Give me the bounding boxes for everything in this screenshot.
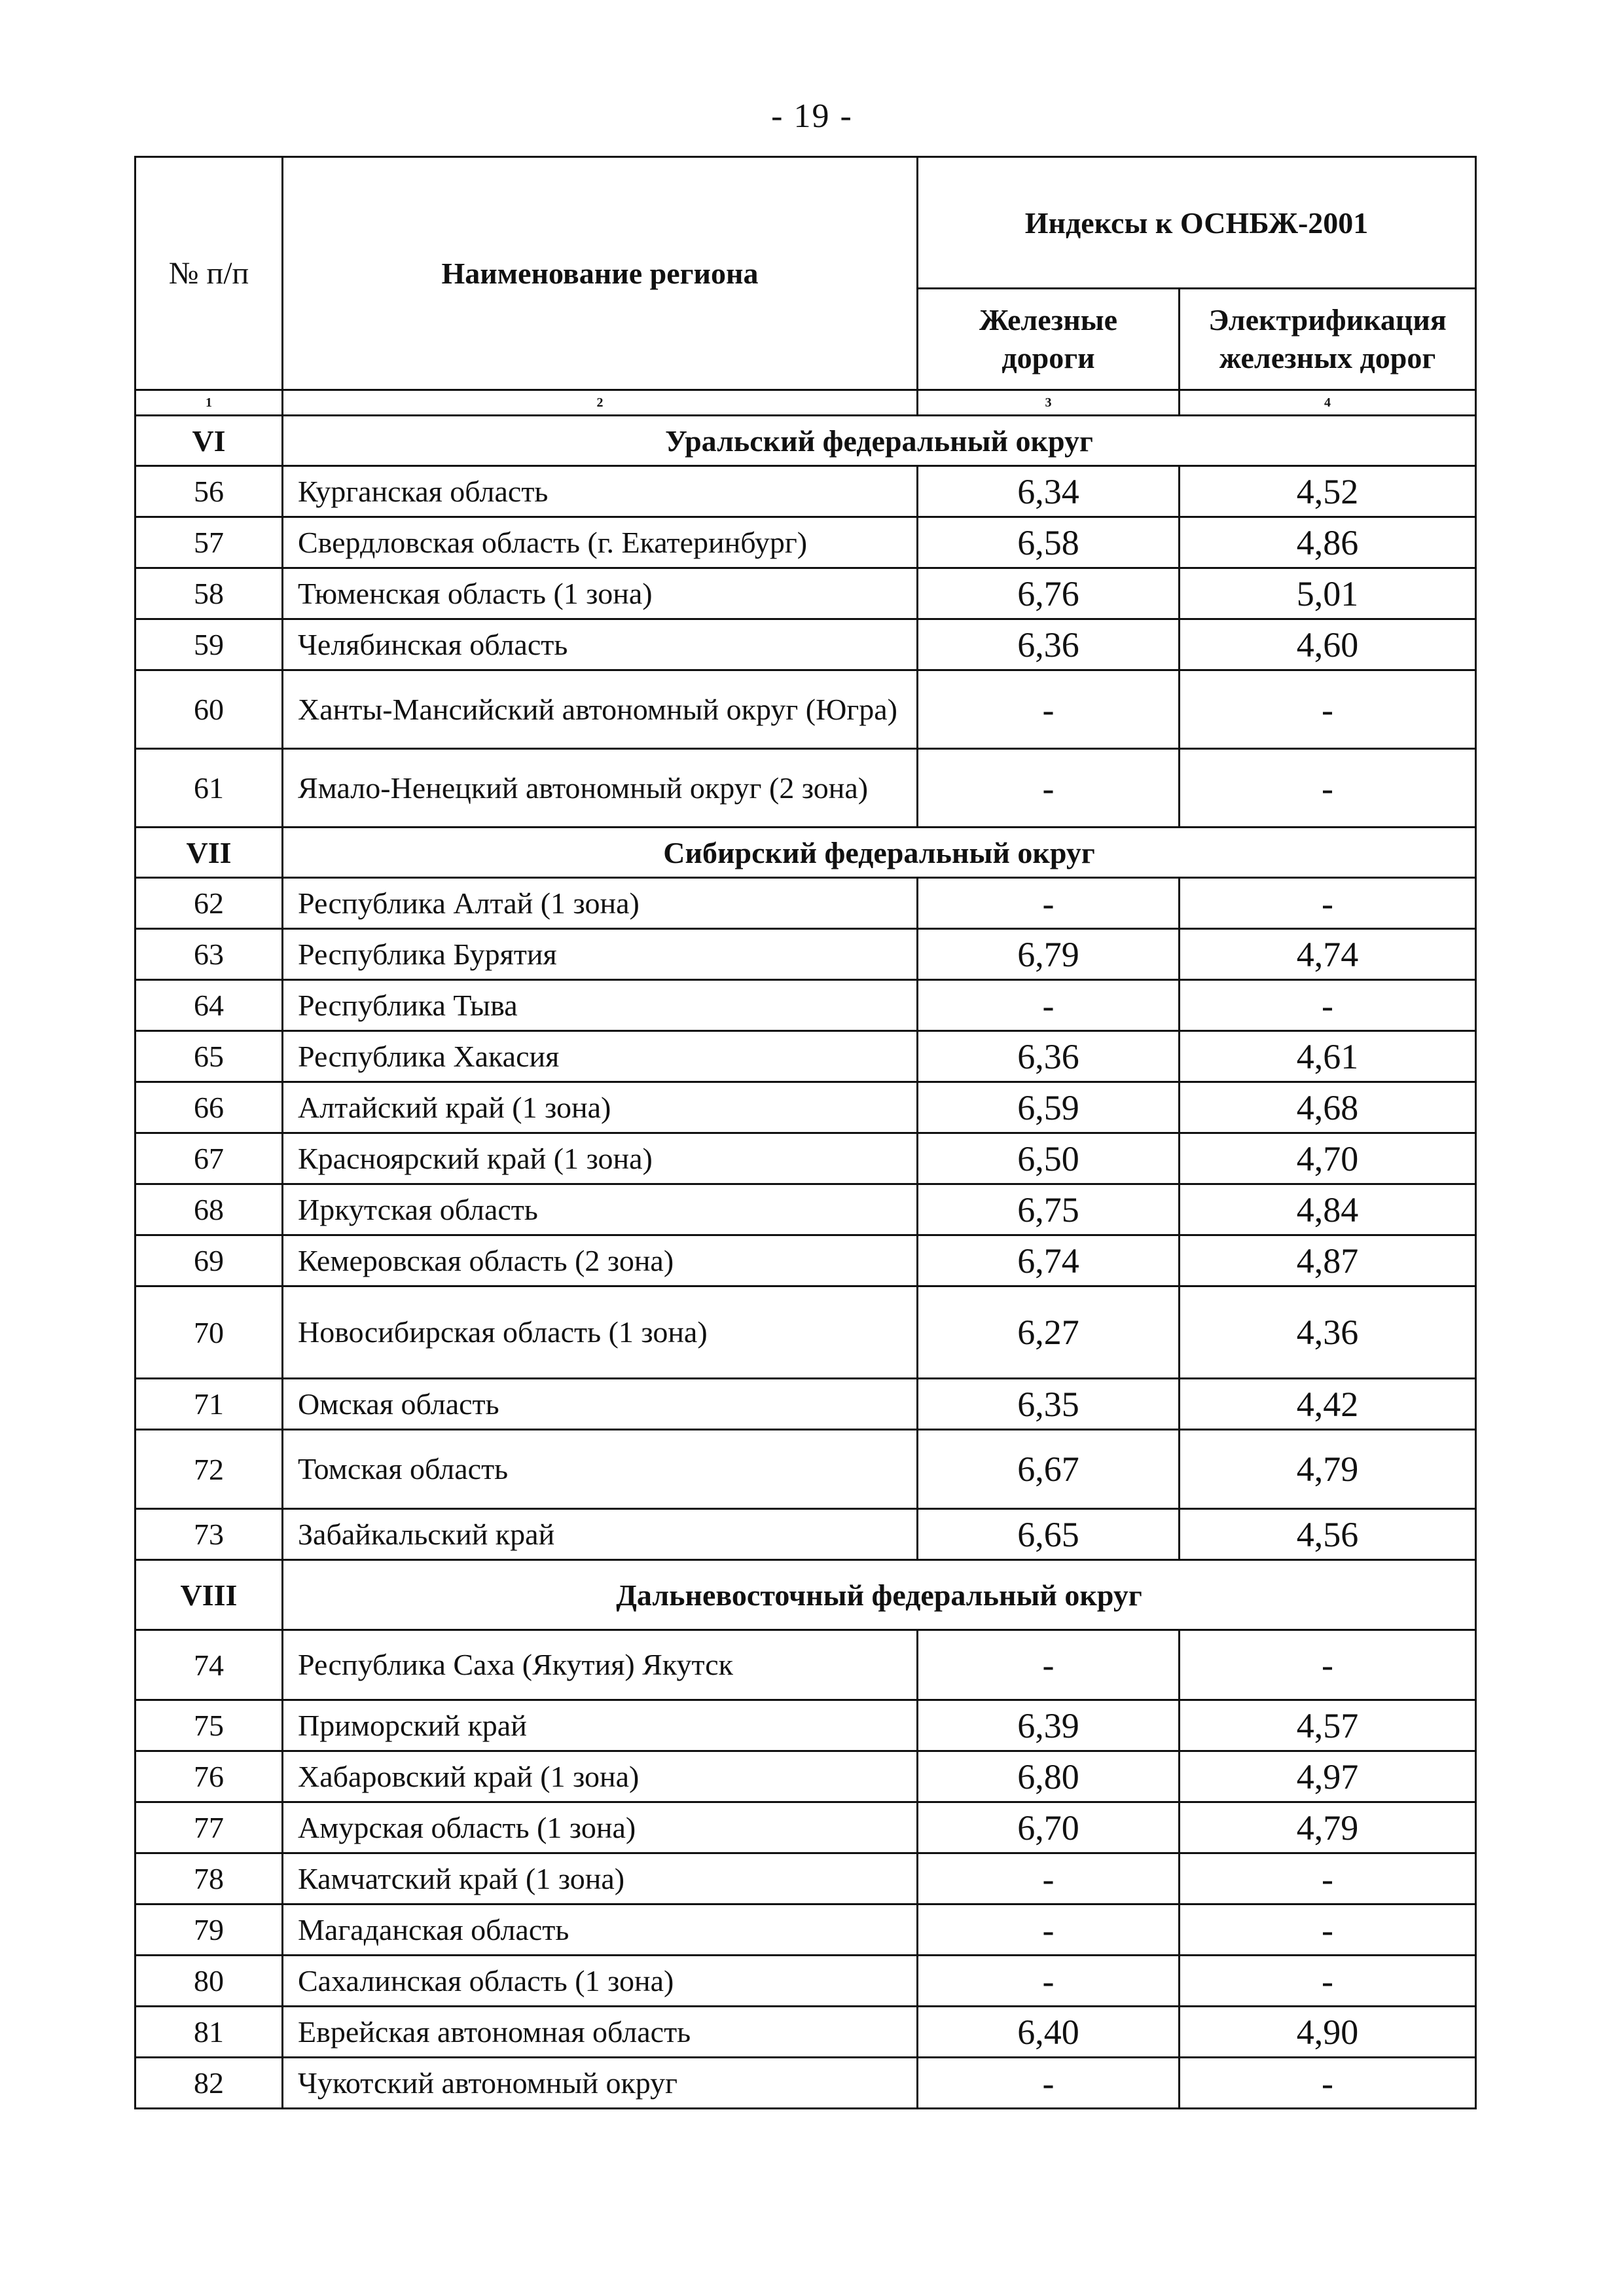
rail-index: 6,80 xyxy=(918,1751,1180,1802)
section-title: Уральский федеральный округ xyxy=(283,416,1476,466)
table-row xyxy=(135,1751,1476,1802)
electrification-index: - xyxy=(1180,1956,1476,2007)
table-row xyxy=(135,2007,1476,2058)
row-number: 75 xyxy=(135,1700,283,1751)
table-row xyxy=(135,1853,1476,1904)
row-number: 70 xyxy=(135,1286,283,1379)
row-number: 65 xyxy=(135,1031,283,1082)
electrification-index: 4,57 xyxy=(1180,1700,1476,1751)
column-number: 1 xyxy=(135,390,283,416)
region-name: Республика Саха (Якутия) Якутск xyxy=(283,1630,918,1700)
electrification-index: - xyxy=(1180,1904,1476,1956)
region-name: Ямало-Ненецкий автономный округ (2 зона) xyxy=(283,749,918,828)
region-name: Красноярский край (1 зона) xyxy=(283,1133,918,1184)
table-row xyxy=(135,2058,1476,2109)
section-row xyxy=(135,828,1476,878)
region-name: Республика Бурятия xyxy=(283,929,918,980)
table-row xyxy=(135,749,1476,828)
region-name: Омская область xyxy=(283,1379,918,1430)
electrification-index: - xyxy=(1180,980,1476,1031)
electrification-index: 4,68 xyxy=(1180,1082,1476,1133)
rail-index: - xyxy=(918,1853,1180,1904)
table-row xyxy=(135,1286,1476,1379)
page-number: - 19 - xyxy=(771,98,853,135)
section-title: Дальневосточный федеральный округ xyxy=(283,1560,1476,1630)
table-row xyxy=(135,1700,1476,1751)
row-number: 66 xyxy=(135,1082,283,1133)
electrification-index: 4,60 xyxy=(1180,619,1476,670)
row-number: 76 xyxy=(135,1751,283,1802)
table-row xyxy=(135,929,1476,980)
table-row xyxy=(135,1031,1476,1082)
section-number: VI xyxy=(135,416,283,466)
electrification-index: 4,90 xyxy=(1180,2007,1476,2058)
table-body xyxy=(135,416,1476,2109)
row-number: 59 xyxy=(135,619,283,670)
region-name: Магаданская область xyxy=(283,1904,918,1956)
region-name: Республика Алтай (1 зона) xyxy=(283,878,918,929)
region-name: Камчатский край (1 зона) xyxy=(283,1853,918,1904)
rail-index: 6,39 xyxy=(918,1700,1180,1751)
region-name: Новосибирская область (1 зона) xyxy=(283,1286,918,1379)
row-number: 57 xyxy=(135,517,283,568)
rail-index: 6,50 xyxy=(918,1133,1180,1184)
electrification-index: 4,86 xyxy=(1180,517,1476,568)
section-row xyxy=(135,416,1476,466)
region-name: Еврейская автономная область xyxy=(283,2007,918,2058)
row-number: 67 xyxy=(135,1133,283,1184)
row-number: 58 xyxy=(135,568,283,619)
header-col-num: № п/п xyxy=(135,157,283,390)
rail-index: 6,27 xyxy=(918,1286,1180,1379)
electrification-index: 4,79 xyxy=(1180,1430,1476,1509)
row-number: 61 xyxy=(135,749,283,828)
rail-index: 6,58 xyxy=(918,517,1180,568)
electrification-index: 4,61 xyxy=(1180,1031,1476,1082)
region-name: Амурская область (1 зона) xyxy=(283,1802,918,1853)
row-number: 77 xyxy=(135,1802,283,1853)
table-row xyxy=(135,466,1476,517)
electrification-index: 5,01 xyxy=(1180,568,1476,619)
row-number: 69 xyxy=(135,1235,283,1286)
table-row xyxy=(135,1802,1476,1853)
row-number: 78 xyxy=(135,1853,283,1904)
electrification-index: 4,36 xyxy=(1180,1286,1476,1379)
table-row xyxy=(135,517,1476,568)
table-row xyxy=(135,1630,1476,1700)
table-row xyxy=(135,1184,1476,1235)
rail-index: - xyxy=(918,1630,1180,1700)
electrification-index: - xyxy=(1180,1630,1476,1700)
rail-index: - xyxy=(918,980,1180,1031)
rail-index: - xyxy=(918,1904,1180,1956)
column-number: 4 xyxy=(1180,390,1476,416)
electrification-index: 4,56 xyxy=(1180,1509,1476,1560)
row-number: 79 xyxy=(135,1904,283,1956)
table-row xyxy=(135,619,1476,670)
electrification-index: - xyxy=(1180,749,1476,828)
electrification-index: 4,70 xyxy=(1180,1133,1476,1184)
electrification-index: 4,84 xyxy=(1180,1184,1476,1235)
region-name: Республика Тыва xyxy=(283,980,918,1031)
rail-index: 6,65 xyxy=(918,1509,1180,1560)
rail-index: - xyxy=(918,2058,1180,2109)
row-number: 81 xyxy=(135,2007,283,2058)
rail-index: - xyxy=(918,878,1180,929)
electrification-index: 4,97 xyxy=(1180,1751,1476,1802)
region-name: Ханты-Мансийский автономный округ (Югра) xyxy=(283,670,918,749)
electrification-index: - xyxy=(1180,1853,1476,1904)
region-name: Тюменская область (1 зона) xyxy=(283,568,918,619)
column-number: 3 xyxy=(918,390,1180,416)
table-row xyxy=(135,1904,1476,1956)
region-name: Курганская область xyxy=(283,466,918,517)
row-number: 68 xyxy=(135,1184,283,1235)
row-number: 56 xyxy=(135,466,283,517)
row-number: 74 xyxy=(135,1630,283,1700)
region-name: Алтайский край (1 зона) xyxy=(283,1082,918,1133)
table-row xyxy=(135,1509,1476,1560)
column-number: 2 xyxy=(283,390,918,416)
row-number: 60 xyxy=(135,670,283,749)
region-name: Томская область xyxy=(283,1430,918,1509)
rail-index: 6,75 xyxy=(918,1184,1180,1235)
row-number: 63 xyxy=(135,929,283,980)
row-number: 72 xyxy=(135,1430,283,1509)
rail-index: 6,79 xyxy=(918,929,1180,980)
section-title: Сибирский федеральный округ xyxy=(283,828,1476,878)
rail-index: 6,67 xyxy=(918,1430,1180,1509)
rail-index: 6,74 xyxy=(918,1235,1180,1286)
rail-index: - xyxy=(918,670,1180,749)
header-col-index: Индексы к ОСНБЖ-2001 xyxy=(918,157,1476,289)
table-row xyxy=(135,878,1476,929)
rail-index: - xyxy=(918,1956,1180,2007)
electrification-index: - xyxy=(1180,2058,1476,2109)
table-row xyxy=(135,1082,1476,1133)
electrification-index: 4,42 xyxy=(1180,1379,1476,1430)
row-number: 73 xyxy=(135,1509,283,1560)
section-row xyxy=(135,1560,1476,1630)
rail-index: 6,35 xyxy=(918,1379,1180,1430)
table-row xyxy=(135,1235,1476,1286)
header-col-elec: Электрификация железных дорог xyxy=(1180,289,1476,390)
table-row xyxy=(135,1956,1476,2007)
electrification-index: 4,87 xyxy=(1180,1235,1476,1286)
row-number: 71 xyxy=(135,1379,283,1430)
table-row xyxy=(135,1133,1476,1184)
electrification-index: - xyxy=(1180,670,1476,749)
regional-index-table xyxy=(134,156,1477,2109)
electrification-index: 4,74 xyxy=(1180,929,1476,980)
region-name: Челябинская область xyxy=(283,619,918,670)
electrification-index: 4,52 xyxy=(1180,466,1476,517)
electrification-index: - xyxy=(1180,878,1476,929)
header-col-rail: Железные дороги xyxy=(918,289,1180,390)
table-row xyxy=(135,1430,1476,1509)
region-name: Кемеровская область (2 зона) xyxy=(283,1235,918,1286)
column-number-row xyxy=(135,390,1476,416)
row-number: 80 xyxy=(135,1956,283,2007)
section-number: VII xyxy=(135,828,283,878)
region-name: Приморский край xyxy=(283,1700,918,1751)
rail-index: - xyxy=(918,749,1180,828)
section-number: VIII xyxy=(135,1560,283,1630)
row-number: 64 xyxy=(135,980,283,1031)
region-name: Чукотский автономный округ xyxy=(283,2058,918,2109)
rail-index: 6,36 xyxy=(918,1031,1180,1082)
rail-index: 6,36 xyxy=(918,619,1180,670)
table-row xyxy=(135,670,1476,749)
electrification-index: 4,79 xyxy=(1180,1802,1476,1853)
region-name: Республика Хакасия xyxy=(283,1031,918,1082)
table-row xyxy=(135,568,1476,619)
rail-index: 6,76 xyxy=(918,568,1180,619)
table-row xyxy=(135,1379,1476,1430)
table-row xyxy=(135,980,1476,1031)
region-name: Иркутская область xyxy=(283,1184,918,1235)
rail-index: 6,70 xyxy=(918,1802,1180,1853)
rail-index: 6,34 xyxy=(918,466,1180,517)
rail-index: 6,40 xyxy=(918,2007,1180,2058)
rail-index: 6,59 xyxy=(918,1082,1180,1133)
header-col-name: Наименование региона xyxy=(283,157,918,390)
region-name: Свердловская область (г. Екатеринбург) xyxy=(283,517,918,568)
region-name: Сахалинская область (1 зона) xyxy=(283,1956,918,2007)
region-name: Забайкальский край xyxy=(283,1509,918,1560)
row-number: 62 xyxy=(135,878,283,929)
region-name: Хабаровский край (1 зона) xyxy=(283,1751,918,1802)
row-number: 82 xyxy=(135,2058,283,2109)
